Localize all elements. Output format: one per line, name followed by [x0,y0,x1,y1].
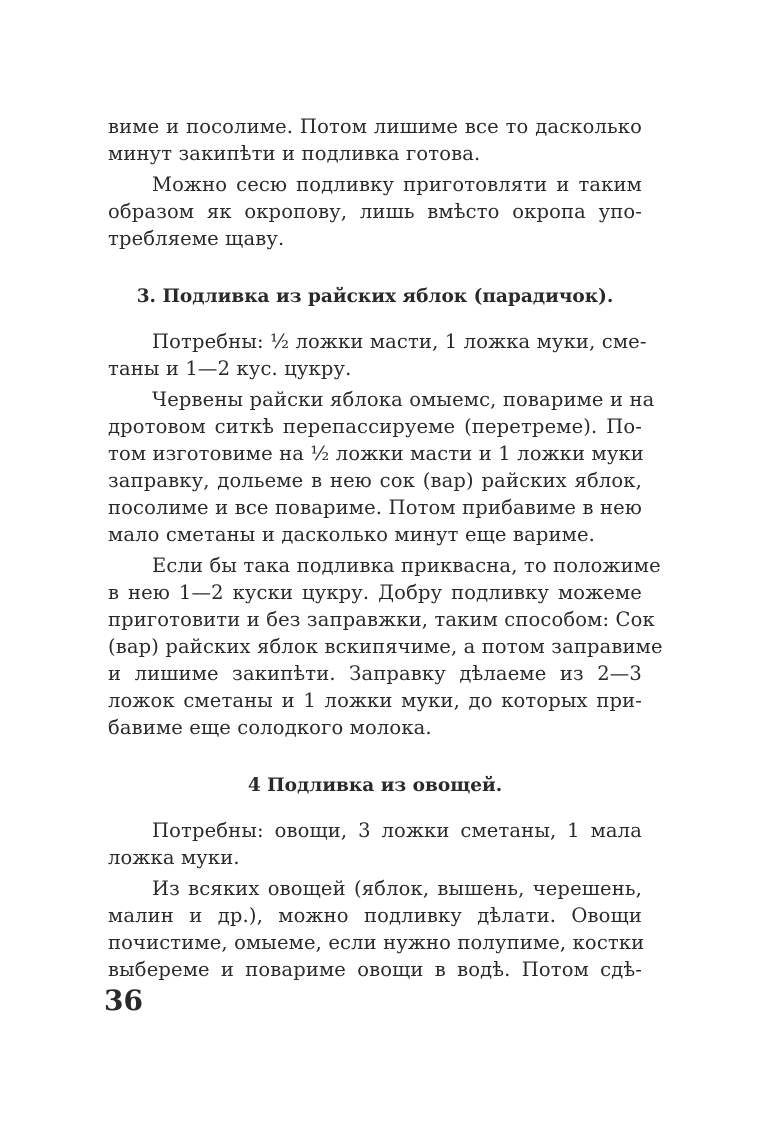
text-line: приготовити и без заправжки, таким способом: Сок [108,608,655,631]
text-line: Потребны: ½ ложки масти, 1 ложка муки, сме- [152,330,647,353]
text-line: Червены райски яблока омыемс, повариме и на [152,388,655,411]
text-line: мало сметаны и дасколько минут еще вариме. [108,523,596,546]
text-line: ложка муки. [108,846,240,869]
page-body [108,113,663,983]
paragraph [108,552,663,741]
text-line: (вар) райских яблок вскипячиме, а потом заправиме [108,635,663,658]
text-line: минут закипѣти и подливка готова. [108,142,481,165]
text-line: требляеме щаву. [108,227,285,250]
section-heading: 4 Подливка из овощей. [247,775,503,796]
paragraph [108,171,642,252]
paragraph [108,817,642,871]
text-line: заправку, дольеме в нею сок (вар) райских яблок, [108,469,642,492]
text-line: Потребны: овощи, 3 ложки сметаны, 1 мала [152,819,642,842]
text-line: Можно сесю подливку приготовляти и таким [152,173,642,196]
text-line: ложок сметаны и 1 ложки муки, до которых при- [108,689,642,712]
text-line: почистиме, омыеме, если нужно полупиме, костки [108,931,645,954]
text-line: том изготовиме на ½ ложки масти и 1 ложки муки [108,442,644,465]
text-line: Если бы така подливка прикваснa, то положиме [152,554,661,577]
text-line: и лишиме закипѣти. Заправку дѣлаеме из 2—3 [108,662,642,685]
paragraph [108,875,645,983]
section-heading: 3. Подливка из райских яблок (парадичок). [136,286,614,307]
paragraph [108,386,655,548]
text-line: дротовом ситкѣ перепассируеме (перетреме). По- [108,415,642,438]
text-line: бавиме еще солодкого молока. [108,716,432,739]
text-line: образом як окропову, лишь вмѣсто окропа упо- [108,200,642,223]
text-line: таны и 1—2 кус. цукру. [108,357,352,380]
text-line: выбереме и повариме овощи в водѣ. Потом сдѣ- [108,958,642,981]
page-number: 36 [104,984,143,1017]
text-line: виме и посолиме. Потом лишиме все то дасколько [108,115,642,138]
text-line: посолиме и все повариме. Потом прибавиме в нею [108,496,642,519]
text-line: в нею 1—2 куски цукру. Добру подливку можеме [108,581,642,604]
paragraph [108,113,642,167]
paragraph [108,328,647,382]
text-line: Из всяких овощей (яблок, вышень, черешень, [152,877,642,900]
text-line: малин и др.), можно подливку дѣлати. Овощи [108,904,642,927]
